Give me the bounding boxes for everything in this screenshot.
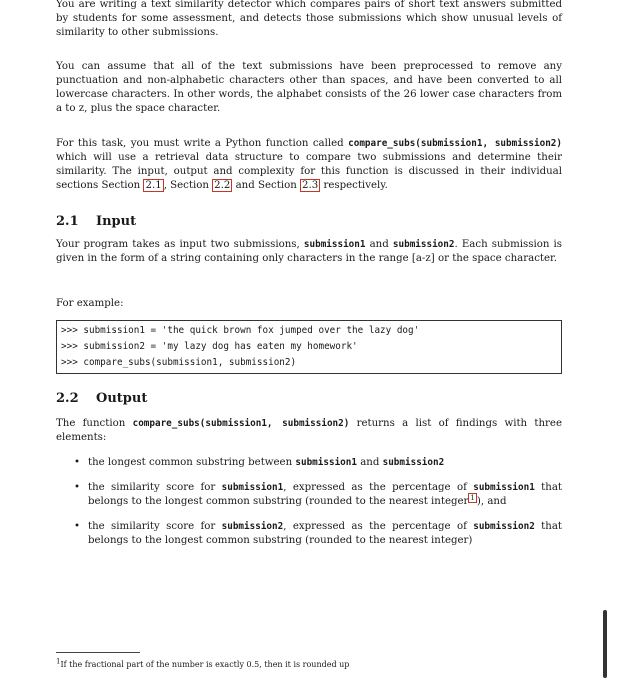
code-line: >>> compare_subs(submission1, submission2) xyxy=(61,357,297,368)
text-span: that belongs to the longest common substring (rounded to the nearest integer xyxy=(88,482,563,507)
intro-paragraph-1: You are writing a text similarity detector which compares pairs of short text answers submitted by students for some assessment, and detects those submissions which show unusual levels of similarity to other submissions. xyxy=(56,0,562,38)
scrollbar-thumb[interactable] xyxy=(603,610,607,678)
section-link-2-2[interactable]: 2.2 xyxy=(214,180,231,191)
inline-code: submission1 xyxy=(295,457,357,468)
text-span: the similarity score for xyxy=(88,482,222,493)
section-title: Output xyxy=(96,391,148,406)
code-example-box xyxy=(56,320,562,374)
example-label: For example: xyxy=(56,298,124,309)
text-span: returns a list of findings with three elements: xyxy=(56,418,562,443)
list-item xyxy=(56,456,562,470)
findings-list xyxy=(56,456,562,559)
bullet-icon: • xyxy=(74,521,81,532)
code-line: >>> submission2 = 'my lazy dog has eaten my homework' xyxy=(61,341,358,352)
text-span: which will use a retrieval data structure to compare two submissions and determine their similarity. The input, output and complexity for this function is discussed in their individual sections Section xyxy=(56,152,562,191)
inline-code: submission1 xyxy=(221,482,284,493)
section-number: 2.2 xyxy=(56,391,79,406)
inline-code: submission2 xyxy=(473,521,535,532)
text-span: and xyxy=(365,239,393,250)
text-span: respectively. xyxy=(320,180,388,191)
section-link-2-1[interactable]: 2.1 xyxy=(145,180,162,191)
text-span: For this task, you must write a Python function called xyxy=(56,138,349,149)
list-item xyxy=(56,481,562,509)
text-span: the longest common substring between xyxy=(88,457,296,468)
text-span: . Each submission is given in the form of a string containing only characters in the range [a-z] or the space character. xyxy=(56,239,563,264)
inline-code: submission2 xyxy=(221,521,284,532)
inline-code: compare_subs(submission1, submission2) xyxy=(348,138,562,149)
footnote-link[interactable]: 1 xyxy=(470,493,475,502)
inline-code: submission1 xyxy=(473,482,535,493)
section-link-2-3[interactable]: 2.3 xyxy=(302,180,319,191)
section-number: 2.1 xyxy=(56,214,79,229)
text-span: , Section xyxy=(163,180,213,191)
bullet-icon: • xyxy=(74,482,81,493)
bullet-icon: • xyxy=(74,457,81,468)
footnote-mark: 1 xyxy=(56,657,61,666)
section-heading-input xyxy=(56,214,136,229)
output-paragraph xyxy=(56,417,562,445)
footnote xyxy=(56,657,350,670)
code-line: >>> submission1 = 'the quick brown fox jumped over the lazy dog' xyxy=(61,325,420,336)
text-span: , expressed as the percentage of xyxy=(283,482,474,493)
intro-paragraph-3 xyxy=(56,137,562,193)
text-span: and Section xyxy=(232,180,301,191)
inline-code: compare_subs(submission1, submission2) xyxy=(132,418,350,429)
inline-code: submission1 xyxy=(303,239,366,250)
inline-code: submission2 xyxy=(382,457,445,468)
section-heading-output xyxy=(56,391,147,406)
input-paragraph xyxy=(56,238,562,266)
text-span: , expressed as the percentage of xyxy=(283,521,474,532)
text-span: ), and xyxy=(476,496,507,507)
text-span: The function xyxy=(56,418,133,429)
text-span: Your program takes as input two submissions, xyxy=(56,239,304,250)
text-span: and xyxy=(356,457,383,468)
footnote-text: If the fractional part of the number is exactly 0.5, then it is rounded up xyxy=(60,660,350,669)
text-span: that belongs to the longest common substring (rounded to the nearest integer) xyxy=(88,521,563,546)
list-item xyxy=(56,520,562,548)
footnote-divider xyxy=(56,652,140,653)
intro-paragraph-2: You can assume that all of the text submissions have been preprocessed to remove any punctuation and non-alphabetic characters other than spaces, and have been converted to all lowercase characters. In other words, the alphabet consists of the 26 lower case characters from a to z, plus the space character. xyxy=(56,61,562,114)
text-span: the similarity score for xyxy=(88,521,222,532)
inline-code: submission2 xyxy=(392,239,455,250)
section-title: Input xyxy=(96,214,137,229)
